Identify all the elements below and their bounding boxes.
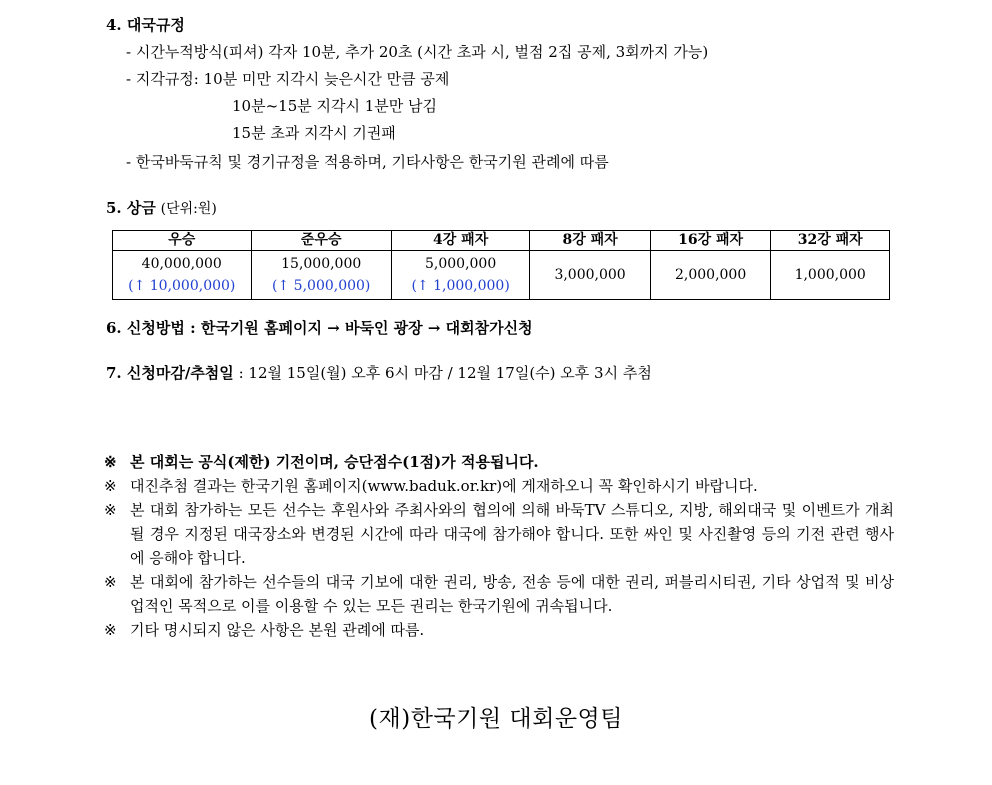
deadline-row bbox=[106, 362, 652, 383]
prize-value: 15,000,000 bbox=[281, 256, 362, 272]
note-rights: 본 대회에 참가하는 선수들의 대국 기보에 대한 권리, 방송, 전송 등에 대한 권리, 퍼블리시티권, 기타 상업적 및 비상업적인 목적으로 이를 이용할 수 있는 모든 권리는 한국기원에 귀속됩니다. bbox=[130, 573, 894, 615]
deadline-label: 7. 신청마감/추첨일 bbox=[106, 364, 234, 382]
note-other: 기타 명시되지 않은 사항은 본원 관례에 따름. bbox=[130, 621, 425, 639]
header-winner: 우승 bbox=[113, 231, 252, 251]
header-round-16: 16강 패자 bbox=[650, 231, 771, 251]
prize-cell-runner-up bbox=[251, 251, 391, 300]
prize-increase: (↑ 1,000,000) bbox=[411, 278, 510, 294]
prize-cell-round-32: 1,000,000 bbox=[771, 251, 890, 300]
note-mark: ※ bbox=[104, 573, 117, 591]
rules-heading: 4. 대국규정 bbox=[106, 16, 185, 34]
apply-method: 6. 신청방법 : 한국기원 홈페이지 → 바둑인 광장 → 대회참가신청 bbox=[106, 319, 533, 337]
footer-organization: (재)한국기원 대회운영팀 bbox=[369, 706, 623, 732]
prize-unit: (단위:원) bbox=[160, 201, 217, 217]
prize-value: 5,000,000 bbox=[424, 256, 497, 272]
deadline-text: : 12월 15일(월) 오후 6시 마감 / 12월 17일(수) 오후 3시 추첨 bbox=[238, 364, 652, 382]
rules-late-10-15: 10분~15분 지각시 1분만 남김 bbox=[232, 97, 438, 115]
note-item bbox=[104, 618, 894, 642]
note-mark: ※ bbox=[104, 477, 117, 495]
rules-late-over-15: 15분 초과 지각시 기권패 bbox=[232, 124, 396, 142]
notes-list bbox=[104, 450, 894, 642]
note-item bbox=[104, 498, 894, 570]
prize-header-row bbox=[113, 231, 890, 251]
header-round-32: 32강 패자 bbox=[771, 231, 890, 251]
note-item bbox=[104, 570, 894, 618]
prize-cell-round-16: 2,000,000 bbox=[650, 251, 771, 300]
prize-heading-row bbox=[106, 197, 217, 218]
rules-time-system: - 시간누적방식(피셔) 각자 10분, 추가 20초 (시간 초과 시, 벌점 2집 공제, 3회까지 가능) bbox=[126, 43, 709, 61]
rules-late-policy: - 지각규정: 10분 미만 지각시 늦은시간 만큼 공제 bbox=[126, 70, 450, 88]
prize-cell-winner bbox=[113, 251, 252, 300]
prize-cell-semifinal bbox=[391, 251, 529, 300]
prize-value-row bbox=[113, 251, 890, 300]
note-item bbox=[104, 474, 894, 498]
note-mark: ※ bbox=[104, 453, 117, 471]
note-official-match: 본 대회는 공식(제한) 기전이며, 승단점수(1점)가 적용됩니다. bbox=[130, 453, 539, 471]
prize-value: 40,000,000 bbox=[141, 256, 222, 272]
prize-cell-quarterfinal: 3,000,000 bbox=[530, 251, 651, 300]
note-mark: ※ bbox=[104, 621, 117, 639]
note-draw-result: 대진추첨 결과는 한국기원 홈페이지(www.baduk.or.kr)에 게재하오니 꼭 확인하시기 바랍니다. bbox=[130, 477, 758, 495]
note-mark: ※ bbox=[104, 501, 117, 519]
header-runner-up: 준우승 bbox=[251, 231, 391, 251]
note-item bbox=[104, 450, 894, 474]
prize-table bbox=[112, 230, 890, 300]
header-quarterfinal: 8강 패자 bbox=[530, 231, 651, 251]
prize-increase: (↑ 10,000,000) bbox=[128, 278, 236, 294]
prize-increase: (↑ 5,000,000) bbox=[272, 278, 371, 294]
note-venue-change: 본 대회 참가하는 모든 선수는 후원사와 주최사와의 협의에 의해 바둑TV 스튜디오, 지방, 해외대국 및 이벤트가 개최될 경우 지정된 대국장소와 변경된 시간에 따라 대국에 참가해야 합니다. 또한 싸인 및 사진촬영 등의 기전 관련 행사에 응해야 합니다. bbox=[130, 501, 894, 567]
header-semifinal: 4강 패자 bbox=[391, 231, 529, 251]
prize-heading: 5. 상금 bbox=[106, 199, 156, 217]
rules-korean-rules: - 한국바둑규칙 및 경기규정을 적용하며, 기타사항은 한국기원 관례에 따름 bbox=[126, 153, 609, 171]
